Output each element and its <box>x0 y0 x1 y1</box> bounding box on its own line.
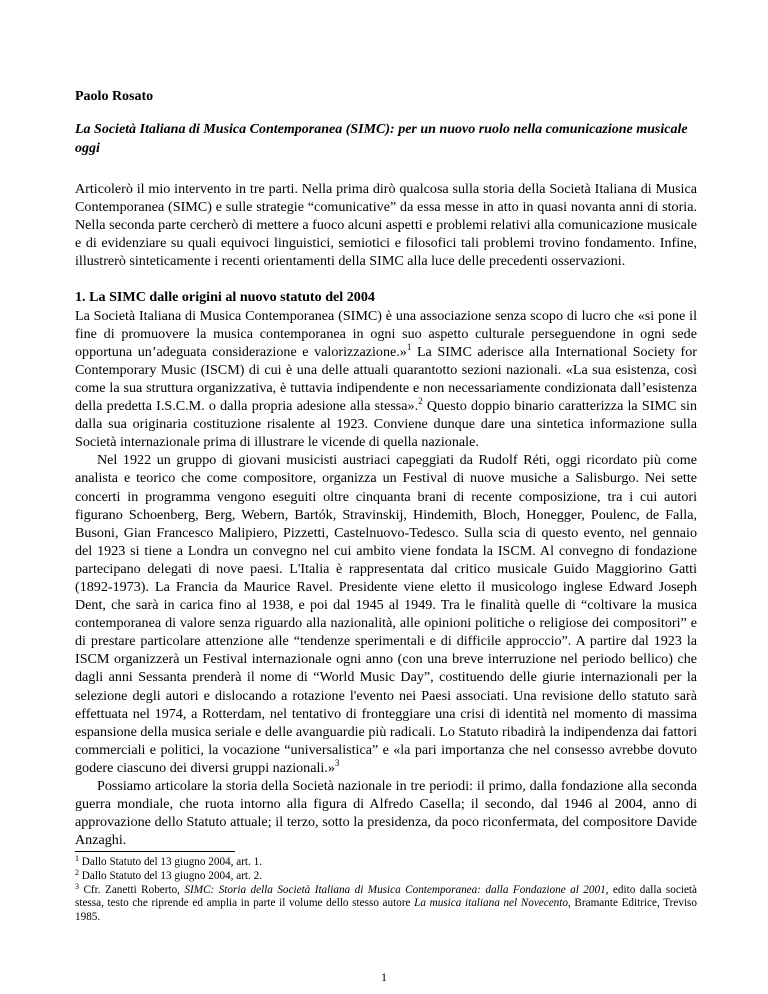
author-name: Paolo Rosato <box>75 89 154 104</box>
footnote-1-number: 1 <box>75 854 79 864</box>
footnote-1-text: Dallo Statuto del 13 giugno 2004, art. 1. <box>79 856 263 869</box>
footnote-separator <box>75 851 235 852</box>
footnote-2-number: 2 <box>75 867 79 877</box>
section-heading: 1. La SIMC dalle origini al nuovo statuto del 2004 <box>75 289 375 306</box>
paragraph-1-text-a: La Società Italiana di Musica Contemporanea (SIMC) è una associazione senza scopo di lucro che «si pone il fine di promuovere la musica contemporanea in ogni suo aspetto culturale perseguendone in ogni sede opportuna un’adeguata considerazione e valorizzazione.» <box>75 307 697 360</box>
page-number: 1 <box>381 970 387 984</box>
intro-paragraph: Articolerò il mio intervento in tre parti. Nella prima dirò qualcosa sulla storia della Società Italiana di Musica Contemporanea (SIMC) e sulle strategie “comunicative” da essa messe in atto in quasi novanta anni di storia. Nella seconda parte cercherò di mettere a fuoco alcuni aspetti e problemi relativi alla comunicazione musicale e di evidenziare su quali equivoci linguistici, semiotici e filosofici tali problemi trovino fondamento. Infine, illustrerò sinteticamente i recenti orientamenti della SIMC alla luce delle precedenti osservazioni. <box>75 181 697 270</box>
footnote-3-text-b: , edito dalla società stessa, testo che riprende ed amplia in parte il volume dello stesso autore <box>75 883 697 910</box>
footnote-3-text-a: Cfr. Zanetti Roberto, <box>79 883 185 896</box>
footnote-3-number: 3 <box>75 881 79 891</box>
body-text <box>75 180 697 924</box>
footnote-ref-3[interactable]: 3 <box>334 757 340 768</box>
footnote-3 <box>75 881 698 925</box>
footnote-3-book-title-1: SIMC: Storia della Società Italiana di Musica Contemporanea: dalla Fondazione al 2001 <box>184 883 606 896</box>
paragraph-2-text: Nel 1922 un gruppo di giovani musicisti austriaci capeggiati da Rudolf Réti, oggi ricordato più come analista e teorico che come compositore, organizza un Festival di nuove musiche a Salisburgo. Nei sette concerti in programma vengono eseguiti oltre cinquanta brani di recente composizione, tra i cui autori figurano Schoenberg, Berg, Webern, Bartók, Stravinskij, Hindemith, Bloch, Honegger, Poulenc, de Falla, Busoni, Gian Francesco Malipiero, Pizzetti, Castelnuovo-Tedesco. Sulla scia di questo evento, nel gennaio del 1923 si tiene a Londra un convegno nel cui ambito viene fondata la ISCM. Al convegno di fondazione partecipano delegati di nove paesi. L'Italia è rappresentata dal critico musicale Guido Maggiorino Gatti (1892-1973). La Francia da Maurice Ravel. Presidente viene eletto il musicologo inglese Edward Joseph Dent, che sarà in carica fino al 1938, e poi dal 1945 al 1949. Tra le finalità quelle di “coltivare la musica contemporanea di valore senza riguardo alla nazionalità, alle opinioni politiche o religiose dei compositori” e di prestare particolare attenzione alle “tendenze sperimentali e di difficile approccio”. A partire dal 1923 la ISCM organizzerà un Festival internazionale ogni anno (con una breve interruzione nel periodo bellico) che dagli anni Sessanta prenderà il nome di “World Music Day”, costituendo delle giurie internazionali per la selezione degli autori e dislocando a rotazione l'evento nei Paesi associati. Una revisione dello statuto sarà effettuata nel 1974, a Rotterdam, nel tentativo di fronteggiare una crisi di identità nel momento di massima espansione della musica seriale e delle avanguardie più radicali. Lo Statuto ribadirà la indipendenza dai fattori commerciali e politici, la vocazione “universalistica” e «la pari importanza che nel consesso avrebbe dovuto godere ciascuno dei diversi gruppi nazionali.» <box>75 452 697 776</box>
footnote-2 <box>75 867 697 884</box>
footnote-ref-2[interactable]: 2 <box>418 396 423 407</box>
footnote-ref-1[interactable]: 1 <box>406 341 412 352</box>
paragraph-2 <box>75 451 697 777</box>
footnote-2-text: Dallo Statuto del 13 giugno 2004, art. 2. <box>79 869 263 882</box>
paragraph-1-text-c: Questo doppio binario caratterizza la SIMC sin dalla sua originaria costituzione risalente al 1923. Conviene dunque dare una sintetica informazione sulla Società internazionale prima di illustrare le vicende di quella nazionale. <box>75 398 697 451</box>
paragraph-1 <box>75 307 697 452</box>
paper-title: La Società Italiana di Musica Contemporanea (SIMC): per un nuovo ruolo nella comunicazione musicale oggi <box>75 122 688 156</box>
paragraph-3: Possiamo articolare la storia della Società nazionale in tre periodi: il primo, dalla fondazione alla seconda guerra mondiale, che ruota intorno alla figura di Alfredo Casella; il secondo, dal 1946 al 2004, anno di approvazione dello Statuto attuale; il terzo, sotto la presidenza, da poco riconfermata, del compositore Davide Anzaghi. <box>75 778 697 849</box>
paragraph-1-text-b: La SIMC aderisce alla International Society for Contemporary Music (ISCM) di cui è una delle attuali quarantotto sezioni nazionali. «La sua esistenza, così come la sua struttura organizzativa, è tuttavia indipendente e non necessariamente condizionata dall’esistenza della predetta I.S.C.M. o dalla propria adesione alla stessa». <box>75 343 697 415</box>
footnote-3-book-title-2: La musica italiana nel Novecento <box>414 897 568 910</box>
footnote-3-text-c: , Bramante Editrice, Treviso 1985. <box>75 897 698 923</box>
footnote-1 <box>75 856 697 870</box>
